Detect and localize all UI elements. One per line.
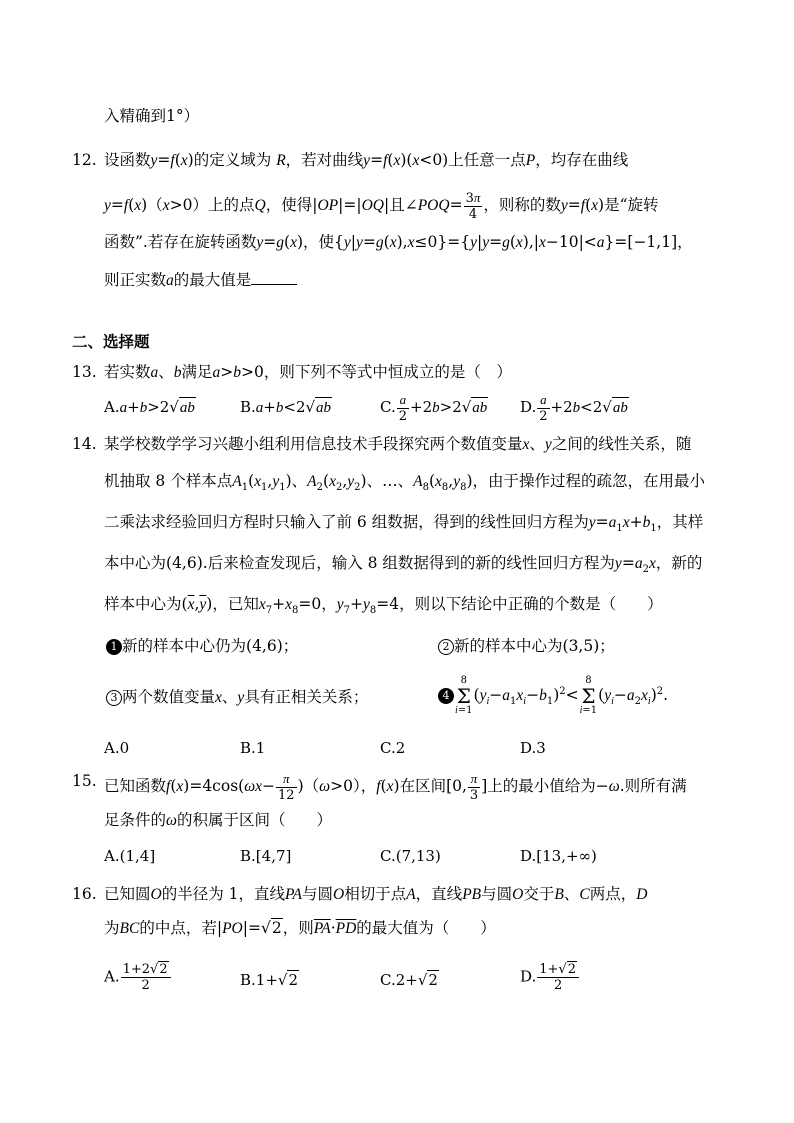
q13-option-c[interactable]: C. $\frac{a}{2}$ +2b>2√ab — [380, 392, 488, 424]
answer-blank[interactable] — [251, 270, 297, 285]
q14-line3: 二乘法求经验回归方程时只输入了前 6 组数据，得到的线性回归方程为$y=a_1x+b_1$，其样 — [104, 513, 704, 535]
q15-option-d[interactable]: D.[13,+∞) — [520, 847, 597, 865]
q14-statement-2: 2 新的样本中心为(3,5)； — [438, 636, 615, 656]
q13-number: 13. — [72, 363, 97, 381]
q14-option-b[interactable]: B.1 — [240, 739, 266, 757]
circled-4-icon: 4 — [438, 688, 454, 704]
q12-line4: 则正实数a的最大值是 — [104, 270, 297, 291]
q13-stem: 若实数a、b满足a>b>0，则下列不等式中恒成立的是（ ） — [104, 363, 512, 381]
q11-tail — [104, 106, 199, 126]
q16-option-a[interactable]: A. $\frac{1+2√2}{2}$ — [104, 962, 172, 993]
q15-option-c[interactable]: C.(7,13) — [380, 847, 441, 865]
circled-3-icon: 3 — [106, 690, 122, 706]
circled-1-icon: 1 — [106, 639, 122, 655]
q15-line1: 已知函数f(x)=4cos(ωx− $\frac{\pi}{12}$ )（ω>0），f(x)在区间[0, $\frac{\pi}{3}$ ]上的最小值给为−ω.则所有满 — [104, 771, 687, 803]
q13-option-d[interactable]: D. $\frac{a}{2}$ +2b<2√ab — [520, 392, 628, 424]
q13-option-a[interactable]: A.a+b>2√ab — [104, 398, 195, 416]
circled-2-icon: 2 — [438, 639, 454, 655]
q14-line2: 机抽取 8 个样本点$A_1(x_1,y_1)$、$A_2(x_2,y_2)$、…、$A_8(x_8,y_8)$，由于操作过程的疏忽，在用最小 — [104, 472, 706, 494]
q11-tail-text: 入精确到1°） — [104, 107, 200, 125]
q12-number: 12. — [72, 151, 97, 169]
q16-line1: 已知圆O的半径为 1，直线PA与圆O相切于点A，直线PB与圆O交于B、C两点，D — [104, 885, 648, 903]
q15-line2: 足条件的ω的积属于区间（ ） — [104, 811, 332, 829]
q14-statement-1: 1 新的样本中心仍为(4,6)； — [106, 636, 298, 656]
q14-line5: 样本中心为$(\overline{x},\overline{y})$，已知$x_7+x_8=0$，$y_7+y_8=4$，则以下结论中正确的个数是（ ） — [104, 595, 663, 617]
q12-line3: 函数”.若存在旋转函数y=g(x)，使{y|y=g(x),x≤0}={y|y=g(x),|x−10|<a}=[−1,1]， — [104, 233, 693, 251]
q14-option-a[interactable]: A.0 — [104, 739, 130, 757]
q15-option-b[interactable]: B.[4,7] — [240, 847, 292, 865]
q14-option-d[interactable]: D.3 — [520, 739, 546, 757]
q14-line1: 某学校数学学习兴趣小组利用信息技术手段探究两个数值变量x、y之间的线性关系，随 — [104, 435, 692, 453]
q16-number: 16. — [72, 885, 97, 903]
q14-option-c[interactable]: C.2 — [380, 739, 406, 757]
q13-option-b[interactable]: B.a+b<2√ab — [240, 398, 332, 416]
section-title: 二、选择题 — [72, 332, 150, 351]
q15-number: 15. — [72, 772, 97, 790]
q14-statement-3: 3 两个数值变量x、y具有正相关关系； — [106, 687, 368, 708]
q14-line4: 本中心为(4,6).后来检查发现后，输入 8 组数据得到的新的线性回归方程为$y=a_2x$，新的 — [104, 554, 703, 576]
q15-option-a[interactable]: A.(1,4] — [104, 847, 156, 865]
q14-number: 14. — [72, 435, 97, 453]
q12-line1: 设函数y=f(x)的定义域为 R，若对曲线y=f(x)(x<0)上任意一点P，均存在曲线 — [104, 151, 629, 169]
q14-statement-4: 48 Σ $i=1(y_i-a_1x_i-b_1)^2<8$ Σ $i=1(y_i-a_2x_i)^2$. — [438, 676, 668, 716]
q16-line2: 为BC的中点，若|PO|=√2，则$\overline{PA}\cdot\overline{PD}$的最大值为（ ） — [104, 919, 496, 937]
q12-line2: y=f(x)（x>0）上的点Q，使得|OP|=|OQ|且∠POQ= $\frac{3\pi}{4}$ ，则称的数y=f(x)是“旋转 — [104, 190, 659, 222]
q16-option-c[interactable]: C.2+√2 — [380, 971, 438, 989]
q16-option-d[interactable]: D. $\frac{1+√2}{2}$ — [520, 962, 580, 993]
q16-option-b[interactable]: B.1+√2 — [240, 971, 299, 989]
